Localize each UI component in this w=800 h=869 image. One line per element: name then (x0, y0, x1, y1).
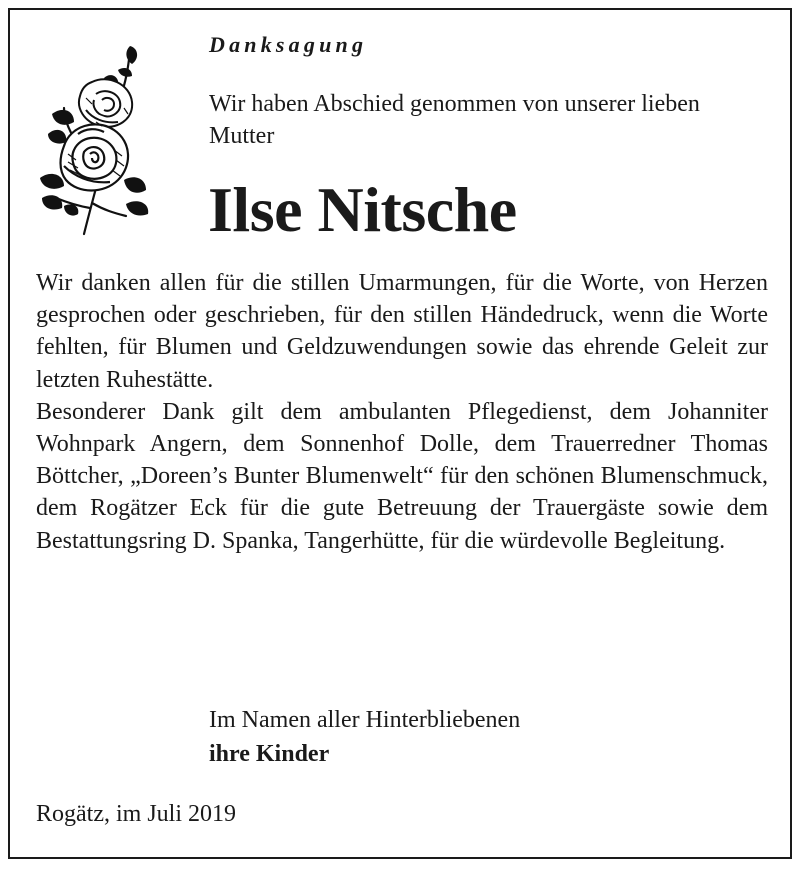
signature-line: Im Namen aller Hinterbliebenen (209, 707, 521, 733)
notice-heading: Danksagung (209, 32, 368, 57)
deceased-name: Ilse Nitsche (208, 174, 517, 245)
place-date: Rogätz, im Juli 2019 (36, 801, 236, 827)
signature-name: ihre Kinder (209, 741, 330, 767)
signature-block (209, 703, 520, 771)
special-thanks-paragraph: Besonderer Dank gilt dem ambulanten Pflegedienst, dem Johanniter Wohnpark Angern, dem Sonnenhof Dolle, dem Trauerredner Thomas Böttcher, „Doreen’s Bunter Blumenwelt“ für den schönen Blumenschmuck, dem Rogätzer Eck für die gute Betreuung der Trauergäste sowie dem Bestattungsring D. Spanka, Tangerhütte, für die würdevolle Begleitung. (36, 398, 768, 554)
thanks-paragraph: Wir danken allen für die stillen Umarmungen, für die Worte, von Herzen gesprochen oder geschrieben, für den stillen Händedruck, wenn die Worte fehlten, für Blumen und Geldzuwendungen sowie das ehrende Geleit zur letzten Ruhestätte. (36, 270, 768, 393)
rose-icon (34, 38, 154, 238)
intro-text: Wir haben Abschied genommen von unserer lieben Mutter (209, 91, 700, 149)
notice-body (36, 267, 768, 557)
